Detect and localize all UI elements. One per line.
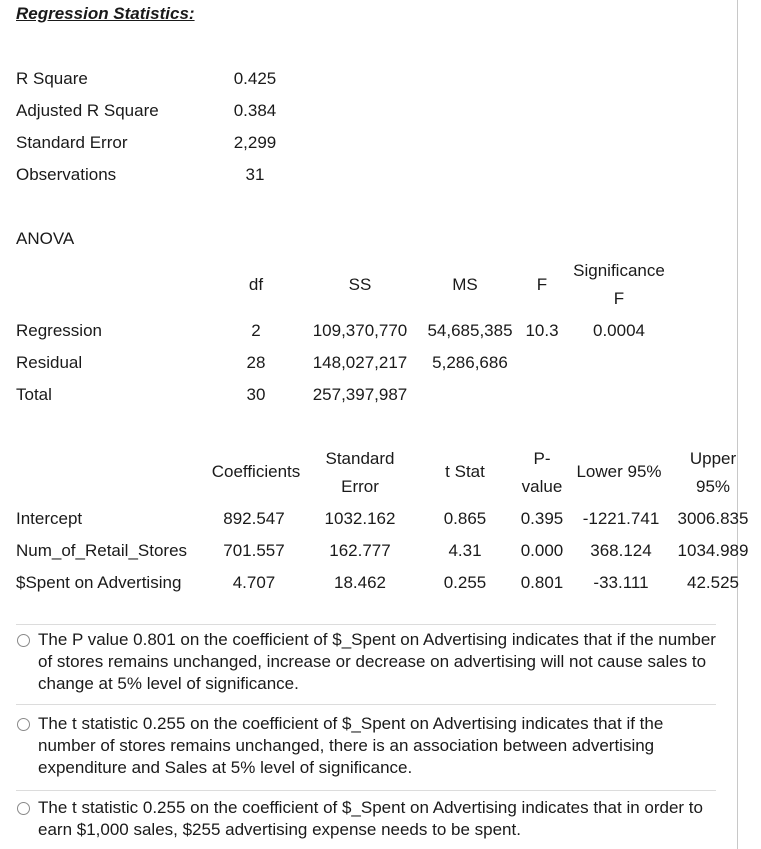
anova-row-label: Regression: [16, 321, 102, 340]
coef-header-coefficients: Coefficients: [211, 462, 301, 481]
coef-row-label: $Spent on Advertising: [16, 573, 182, 592]
coef-header-tstat: t Stat: [445, 462, 485, 481]
coef-lower95: -33.111: [593, 573, 649, 592]
coef-tstat: 0.865: [443, 509, 487, 528]
anova-ss: 109,370,770: [312, 321, 408, 340]
coef-lower95: 368.124: [590, 541, 652, 560]
coef-pvalue: 0.801: [520, 573, 564, 592]
coef-pvalue: 0.395: [520, 509, 564, 528]
coef-value: 4.707: [232, 573, 276, 592]
stat-label: Observations: [16, 165, 117, 184]
coef-header-lower95: Lower 95%: [576, 462, 662, 481]
option-text[interactable]: The t statistic 0.255 on the coefficient of $_Spent on Advertising indicates that if the number of stores remains unchanged, there is an association between advertising expenditure and Sales at 5% level of significance.: [38, 714, 664, 777]
anova-ms: 54,685,385: [427, 321, 513, 340]
coef-std-error: 162.777: [329, 541, 391, 560]
coef-upper95: 1034.989: [677, 541, 749, 560]
coef-upper95: 42.525: [687, 573, 739, 592]
anova-f: 10.3: [525, 321, 559, 340]
anova-row-label: Residual: [16, 353, 83, 372]
stat-value: 2,299: [233, 133, 277, 152]
radio-button[interactable]: [17, 718, 30, 731]
coef-tstat: 0.255: [443, 573, 487, 592]
coef-lower95: -1221.741: [582, 509, 660, 528]
coef-header-error: Error: [341, 477, 379, 496]
anova-ss: 148,027,217: [312, 353, 408, 372]
anova-row-label: Total: [16, 385, 52, 404]
coef-header-standard: Standard: [325, 449, 395, 468]
coef-header-value: value: [521, 477, 563, 496]
stat-value: 31: [245, 165, 265, 184]
anova-header-significance-f: F: [613, 289, 625, 308]
anova-df: 28: [246, 353, 266, 372]
coef-row-label: Intercept: [16, 509, 83, 528]
option-divider: [16, 624, 716, 625]
anova-title: ANOVA: [16, 229, 75, 248]
coef-std-error: 18.462: [334, 573, 386, 592]
regression-statistics-title: Regression Statistics:: [16, 4, 195, 23]
radio-button[interactable]: [17, 634, 30, 647]
coef-header-95: 95%: [695, 477, 731, 496]
stat-value: 0.384: [233, 101, 277, 120]
stat-label: R Square: [16, 69, 88, 88]
coef-header-upper: Upper: [689, 449, 737, 468]
anova-header-f: F: [536, 275, 548, 294]
anova-df: 30: [246, 385, 266, 404]
coef-pvalue: 0.000: [520, 541, 564, 560]
option-divider: [16, 790, 716, 791]
right-divider: [737, 0, 738, 849]
coef-value: 892.547: [223, 509, 285, 528]
stat-label: Standard Error: [16, 133, 128, 152]
option-divider: [16, 704, 716, 705]
option-text[interactable]: The P value 0.801 on the coefficient of $_Spent on Advertising indicates that if the number of stores remains unchanged, increase or decrease on advertising will not cause sales to change at 5% level of significance.: [38, 630, 716, 693]
anova-significance: 0.0004: [593, 321, 645, 340]
anova-header-ms: MS: [452, 275, 478, 294]
radio-button[interactable]: [17, 802, 30, 815]
stat-value: 0.425: [233, 69, 277, 88]
anova-header-significance: Significance: [573, 261, 665, 280]
coef-header-p: P-: [533, 449, 551, 468]
anova-ss: 257,397,987: [312, 385, 408, 404]
stat-label: Adjusted R Square: [16, 101, 159, 120]
coef-std-error: 1032.162: [324, 509, 396, 528]
coef-row-label: Num_of_Retail_Stores: [16, 541, 188, 560]
anova-ms: 5,286,686: [432, 353, 508, 372]
anova-header-ss: SS: [348, 275, 372, 294]
anova-header-df: df: [248, 275, 264, 294]
option-text[interactable]: The t statistic 0.255 on the coefficient of $_Spent on Advertising indicates that in order to earn $1,000 sales, $255 advertising expense needs to be spent.: [38, 798, 703, 839]
coef-tstat: 4.31: [448, 541, 482, 560]
coef-value: 701.557: [223, 541, 285, 560]
coef-upper95: 3006.835: [677, 509, 749, 528]
anova-df: 2: [251, 321, 261, 340]
